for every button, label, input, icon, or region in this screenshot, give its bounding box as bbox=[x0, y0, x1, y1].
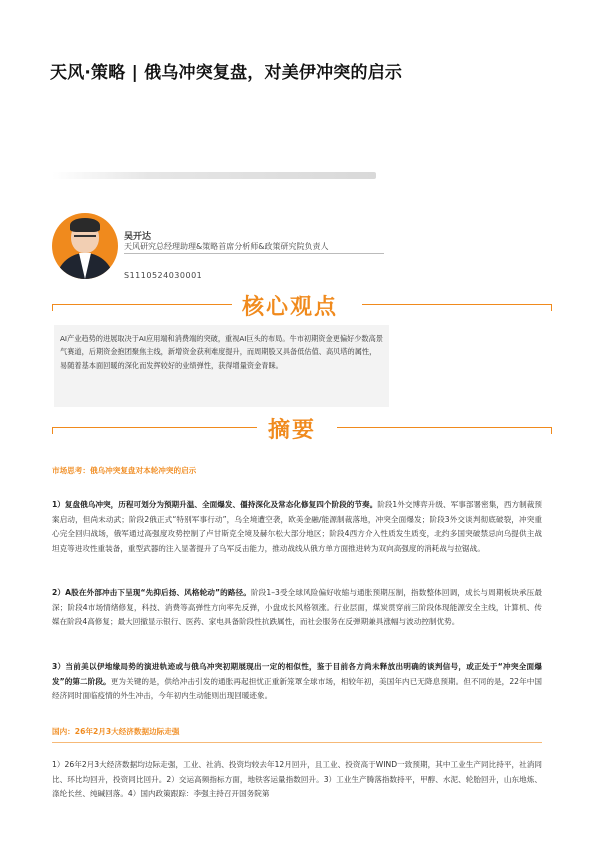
paragraph-1 bbox=[52, 498, 542, 556]
paragraph-4: 1）26年2月3大经济数据均边际走强，工业、社消、投资均较去年12月回升，且工业、投资高于WIND一致预期，其中工业生产同比持平，社消同比、环比均回升，投资同比回升。2）交运高频指标方面，地铁客运量指数回升。3）工业生产腾落指数持平，甲醇、水泥、轮胎回升，山东地炼、涤纶长丝、纯碱回落。4）国内政策跟踪：李强主持召开国务院第 bbox=[52, 760, 542, 798]
paragraph-3 bbox=[52, 660, 542, 704]
author-code: S1110524030001 bbox=[124, 271, 203, 280]
core-heading-row bbox=[52, 290, 552, 320]
author-name: 吴开达 bbox=[124, 232, 152, 242]
paragraph-1-body: 阶段1外交博弈升级、军事部署密集，西方制裁预案启动，但尚未动武；阶段2俄正式“特别军事行动”，乌全境遭空袭，欧美金融/能源制裁落地，冲突全面爆发；阶段3外交谈判彻底破裂，冲突重心完全回归战场，俄军通过高强度攻势控制了卢甘斯克全境及赫尔松大部分地区；阶段4西方介入性质发生质变，北约多国突破禁忌向乌提供主战坦克等进攻性重装备，重型武器的注入显著提升了乌军反击能力，推动战线从俄方单方面推进转为双向高强度的消耗战与拉锯战。 bbox=[52, 500, 542, 553]
paragraph-3-body: 更为关键的是，供给冲击引发的通胀再起担忧正重新笼罩全球市场，相较年初，美国年内已无降息预期。但不同的是，22年中国经济同时面临疫情的外生冲击，今年初内生动能则出现回暖迹象。 bbox=[52, 676, 543, 700]
divider bbox=[124, 253, 384, 254]
paragraph-3-lead: 3）当前美以伊地缘局势的演进轨迹或与俄乌冲突初期展现出一定的相似性，鉴于目前各方尚未释放出明确的谈判信号，或正处于“冲突全面爆发”的第二阶段。 bbox=[52, 662, 542, 686]
page-title: 天风·策略 | 俄乌冲突复盘，对美伊冲突的启示 bbox=[50, 63, 403, 83]
author-block bbox=[52, 210, 552, 290]
avatar bbox=[52, 213, 118, 279]
paragraph-2 bbox=[52, 586, 542, 630]
subheading-domestic: 国内：26年2月3大经济数据边际走强 bbox=[52, 727, 180, 736]
divider bbox=[52, 742, 542, 743]
paragraph-1-lead: 1）复盘俄乌冲突，历程可划分为预期升温、全面爆发、僵持深化及常态化修复四个阶段的节奏。 bbox=[52, 500, 378, 509]
paragraph-2-lead: 2）A股在外部冲击下呈现“先抑后扬、风格轮动”的路径。 bbox=[52, 588, 251, 597]
decorative-bar bbox=[52, 172, 376, 179]
summary-heading: 摘要 bbox=[268, 418, 317, 443]
author-role: 天风研究总经理助理&策略首席分析师&政策研究院负责人 bbox=[124, 242, 329, 251]
summary-heading-row bbox=[52, 413, 552, 443]
subheading-market: 市场思考：俄乌冲突复盘对本轮冲突的启示 bbox=[52, 466, 197, 475]
core-heading: 核心观点 bbox=[242, 295, 339, 320]
paragraph-2-body: 阶段1–3受全球风险偏好收缩与通胀预期压制，指数整体回调，成长与周期板块承压最深；阶段4市场情绪修复，科技、消费等高弹性方向率先反弹，小盘成长风格领涨。行业层面，煤炭贯穿前三阶段体现能源安全主线，计算机、传媒在阶段4高修复；最大回撤显示银行、医药、家电具备阶段性抗跌属性，而社会服务在反弹期兼具涨幅与波动控制优势。 bbox=[52, 588, 542, 626]
core-text: AI产业趋势的进展取决于AI应用端和消费端的突破，重视AI巨头的布局。牛市初期资金更偏好少数高景气赛道，后期资金抱团聚焦主线，新增资金获利难度提升，而周期股又具备低估值、高贝塔的属性，易随着基本面回暖的深化而发挥较好的业绩弹性，获得增量资金青睐。 bbox=[54, 325, 389, 407]
